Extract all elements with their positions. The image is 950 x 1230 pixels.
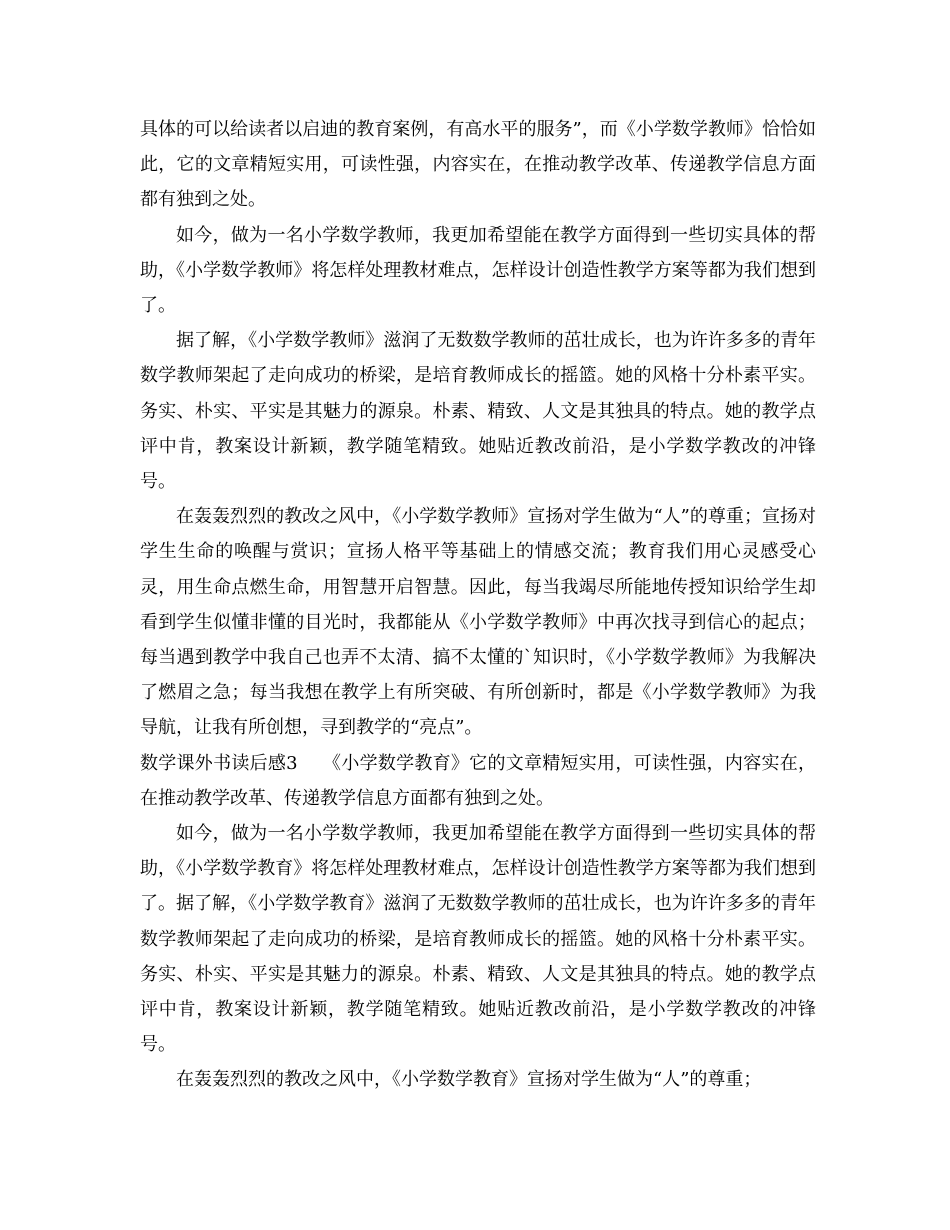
paragraph: 在轰轰烈烈的教改之风中，《小学数学教师》宣扬对学生做为“人”的尊重；宣扬对学生生命的唤醒与赏识；宣扬人格平等基础上的情感交流；教育我们用心灵感受心灵，用生命点燃生命，用智慧开启智慧。因此，每当我竭尽所能地传授知识给学生却看到学生似懂非懂的目光时，我都能从《小学数学教师》中再次找寻到信心的起点；每当遇到教学中我自己也弄不太清、搞不太懂的`知识时，《小学数学教师》为我解决了燃眉之急；每当我想在教学上有所突破、有所创新时，都是《小学数学教师》为我导航，让我有所创想，寻到教学的“亮点”。 (140, 506, 816, 739)
paragraph: 据了解，《小学数学教师》滋润了无数数学教师的茁壮成长，也为许许多多的青年数学教师架起了走向成功的桥梁，是培育教师成长的摇篮。她的风格十分朴素平实。务实、朴实、平实是其魅力的源泉。朴素、精致、人文是其独具的特点。她的教学点评中肯，教案设计新颖，教学随笔精致。她贴近教改前沿，是小学数学教改的冲锋号。 (140, 330, 816, 493)
document-page (140, 112, 816, 1098)
paragraph: 如今，做为一名小学数学教师，我更加希望能在教学方面得到一些切实具体的帮助，《小学数学教师》将怎样处理教材难点，怎样设计创造性教学方案等都为我们想到了。 (140, 224, 816, 317)
paragraph-continuation: 具体的可以给读者以启迪的教育案例，有高水平的服务”，而《小学数学教师》恰恰如此，它的文章精短实用，可读性强，内容实在，在推动教学改革、传递教学信息方面都有独到之处。 (140, 119, 816, 211)
section-lead-text: 《小学数学教育》它的文章精短实用，可读性强，内容实在，在推动教学改革、传递教学信息方面都有独到之处。 (140, 752, 816, 809)
paragraph: 如今，做为一名小学数学教师，我更加希望能在教学方面得到一些切实具体的帮助，《小学数学教育》将怎样处理教材难点，怎样设计创造性教学方案等都为我们想到了。据了解，《小学数学教育》滋润了无数数学教师的茁壮成长，也为许许多多的青年数学教师架起了走向成功的桥梁，是培育教师成长的摇篮。她的风格十分朴素平实。务实、朴实、平实是其魅力的源泉。朴素、精致、人文是其独具的特点。她的教学点评中肯，教案设计新颖，教学随笔精致。她贴近教改前沿，是小学数学教改的冲锋号。 (140, 823, 816, 1056)
paragraph: 在轰轰烈烈的教改之风中，《小学数学教育》宣扬对学生做为“人”的尊重； (176, 1069, 762, 1091)
section-heading: 数学课外书读后感3 (140, 752, 298, 774)
section-3-lead-paragraph (140, 746, 816, 816)
